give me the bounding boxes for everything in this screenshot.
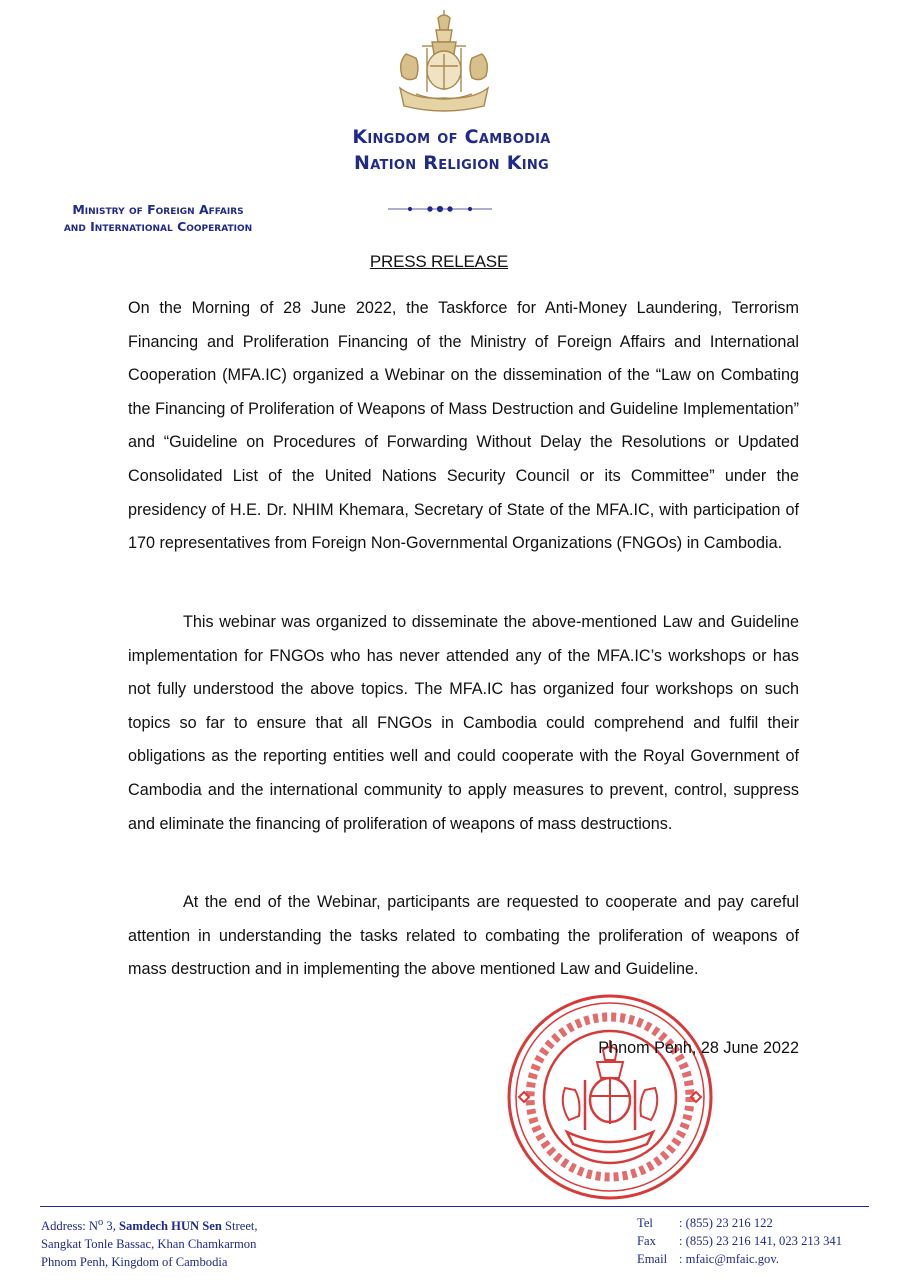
footer-contact	[637, 1214, 842, 1268]
contact-email	[637, 1250, 842, 1268]
address-line-1	[41, 1214, 258, 1235]
address-prefix: Address: N	[41, 1219, 99, 1234]
national-motto: Nation Religion King	[354, 152, 549, 174]
press-release-title: PRESS RELEASE	[369, 252, 509, 271]
address-line-3: Phnom Penh, Kingdom of Cambodia	[41, 1255, 228, 1270]
body-paragraph-3: At the end of the Webinar, participants are requested to cooperate and pay careful attention in understanding the tasks related to combating the proliferation of weapons of mass destruction and in implementing the above mentioned Law and Guideline.	[128, 893, 799, 979]
address-line-2: Sangkat Tonle Bassac, Khan Chamkarmon	[41, 1237, 257, 1252]
fax-label: Fax	[637, 1234, 656, 1248]
tel-label: Tel	[637, 1216, 653, 1230]
contact-fax	[637, 1232, 842, 1250]
address-number-sup: o	[98, 1217, 104, 1228]
ministry-seal-icon	[505, 992, 715, 1202]
divider-ornament-icon	[388, 203, 492, 215]
ministry-name: Ministry of Foreign Affairs	[72, 202, 244, 217]
email-label: Email	[637, 1252, 668, 1266]
tel-value: : (855) 23 216 122	[679, 1216, 773, 1230]
body-paragraph-1: On the Morning of 28 June 2022, the Taskforce for Anti-Money Laundering, Terrorism Financing and Proliferation Financing of the Ministry of Foreign Affairs and International Cooperation (MFA.IC) organized a Webinar on the dissemination of the “Law on Combating the Financing of Proliferation of Weapons of Mass Destruction and Guideline Implementation” and “Guideline on Procedures of Forwarding Without Delay the Resolutions or Updated Consolidated List of the United Nations Security Council or its Committee” under the presidency of H.E. Dr. NHIM Khemara, Secretary of State of the MFA.IC, with participation of 170 representatives from Foreign Non-Governmental Organizations (FNGOs) in Cambodia.	[128, 299, 799, 553]
kingdom-title: Kingdom of Cambodia	[352, 126, 551, 148]
ministry-name-cont: and International Cooperation	[63, 219, 253, 234]
address-street-suffix: Street,	[221, 1219, 258, 1234]
date-line: Phnom Penh, 28 June 2022	[598, 1039, 799, 1057]
footer-address	[41, 1214, 258, 1271]
email-value[interactable]: : mfaic@mfaic.gov.	[679, 1252, 779, 1266]
footer-divider	[40, 1206, 869, 1207]
body-paragraph-2: This webinar was organized to disseminate the above-mentioned Law and Guideline implementation for FNGOs who has never attended any of the MFA.IC’s workshops or has not fully understood the above topics. The MFA.IC has organized four workshops on such topics so far to ensure that all FNGOs in Cambodia could comprehend and fulfil their obligations as the reporting entities well and could cooperate with the Royal Government of Cambodia and the international community to apply measures to prevent, control, suppress and eliminate the financing of proliferation of weapons of mass destructions.	[128, 613, 799, 833]
contact-tel	[637, 1214, 842, 1232]
fax-value: : (855) 23 216 141, 023 213 341	[679, 1234, 843, 1248]
address-number: 3,	[103, 1219, 120, 1234]
address-street: Samdech HUN Sen	[119, 1219, 222, 1234]
royal-emblem-icon	[386, 8, 502, 114]
